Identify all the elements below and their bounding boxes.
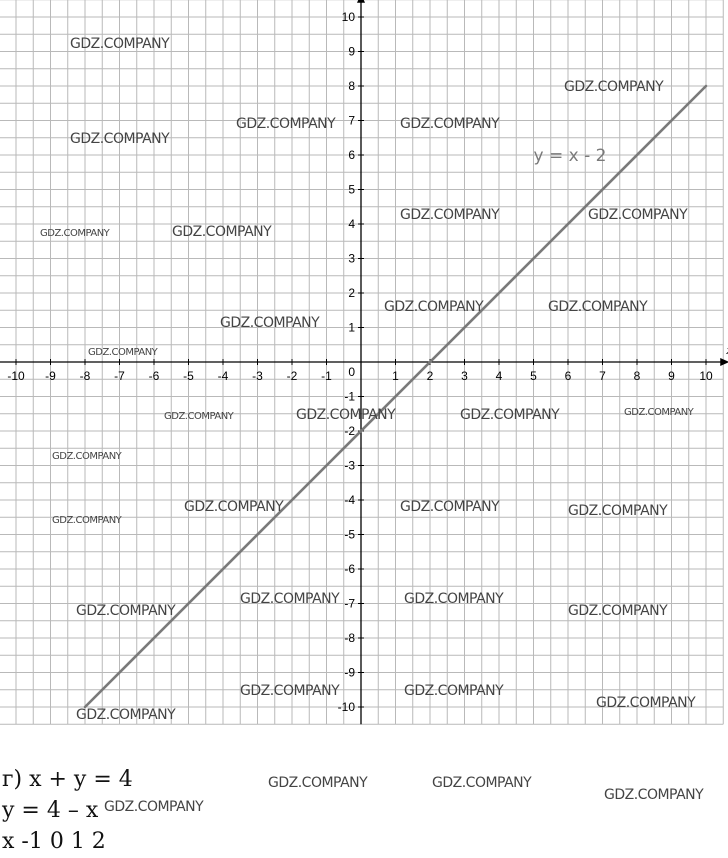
solution-line-2: y = 4 – x <box>2 798 99 823</box>
x-tick-label: -6 <box>148 369 160 383</box>
watermark: GDZ.COMPANY <box>70 36 170 52</box>
solution-line-3: x -1 0 1 2 <box>2 829 106 854</box>
x-tick-label: -10 <box>7 369 25 383</box>
watermark: GDZ.COMPANY <box>76 603 176 619</box>
watermark: GDZ.COMPANY <box>548 299 648 315</box>
watermark: GDZ.COMPANY <box>596 695 696 711</box>
watermark: GDZ.COMPANY <box>400 116 500 132</box>
y-tick-label: 9 <box>348 44 355 59</box>
watermark: GDZ.COMPANY <box>172 224 272 240</box>
y-tick-label: 8 <box>348 79 355 93</box>
y-tick-label: -5 <box>344 527 355 542</box>
x-tick-label: -5 <box>183 369 194 383</box>
x-tick-label: 8 <box>633 369 641 383</box>
y-tick-label: 4 <box>348 217 355 231</box>
watermark: GDZ.COMPANY <box>588 207 688 223</box>
watermark: GDZ.COMPANY <box>400 207 500 223</box>
x-tick-label: 3 <box>461 369 468 383</box>
x-tick-label: 9 <box>668 369 675 383</box>
x-tick-label: 10 <box>699 369 713 383</box>
watermark: GDZ.COMPANY <box>164 411 234 422</box>
x-tick-label: -9 <box>45 369 56 383</box>
watermark: GDZ.COMPANY <box>604 787 704 803</box>
watermark: GDZ.COMPANY <box>404 683 504 699</box>
y-tick-label: 1 <box>348 320 355 335</box>
y-tick-label: 3 <box>348 251 355 266</box>
watermark: GDZ.COMPANY <box>384 299 484 315</box>
watermark: GDZ.COMPANY <box>88 347 158 358</box>
watermark: GDZ.COMPANY <box>184 499 284 515</box>
watermark: GDZ.COMPANY <box>236 116 336 132</box>
x-tick-label: -2 <box>286 369 298 383</box>
solution-line-1: г) x + y = 4 <box>2 767 133 792</box>
y-tick-label: 10 <box>341 10 355 24</box>
x-tick-label: -4 <box>217 369 229 383</box>
watermark: GDZ.COMPANY <box>104 799 204 815</box>
watermark: GDZ.COMPANY <box>460 407 560 423</box>
watermark: GDZ.COMPANY <box>220 315 320 331</box>
watermark: GDZ.COMPANY <box>52 515 122 526</box>
origin-label: 0 <box>348 365 355 379</box>
watermark: GDZ.COMPANY <box>240 591 340 607</box>
x-axis-arrow <box>720 358 728 366</box>
y-tick-label: -3 <box>344 458 355 473</box>
watermark: GDZ.COMPANY <box>70 131 170 147</box>
y-tick-label: -9 <box>344 665 355 680</box>
x-tick-label: 7 <box>599 369 606 383</box>
y-tick-label: 5 <box>348 182 355 197</box>
watermark: GDZ.COMPANY <box>568 503 668 519</box>
x-tick-label: 2 <box>426 369 434 383</box>
x-tick-label: 4 <box>495 369 503 383</box>
watermark: GDZ.COMPANY <box>76 707 176 723</box>
watermark: GDZ.COMPANY <box>296 407 396 423</box>
watermark: GDZ.COMPANY <box>400 499 500 515</box>
x-tick-label: 6 <box>564 369 572 383</box>
watermark: GDZ.COMPANY <box>624 407 694 418</box>
watermark: GDZ.COMPANY <box>40 228 110 239</box>
y-axis-label <box>369 0 377 1</box>
y-tick-label: 6 <box>348 148 355 162</box>
watermark: GDZ.COMPANY <box>564 79 664 95</box>
x-tick-label: -3 <box>252 369 263 383</box>
y-tick-label: -6 <box>344 562 355 576</box>
y-tick-label: 2 <box>348 286 355 300</box>
y-axis-arrow <box>357 0 365 3</box>
watermark: GDZ.COMPANY <box>568 603 668 619</box>
x-tick-label: 1 <box>392 369 399 383</box>
x-tick-label: 5 <box>530 369 537 383</box>
series-label: y = x - 2 <box>533 146 607 166</box>
watermark: GDZ.COMPANY <box>268 775 368 791</box>
y-tick-label: -8 <box>344 631 355 645</box>
watermark: GDZ.COMPANY <box>52 451 122 462</box>
x-tick-label: -1 <box>321 369 332 383</box>
watermark: GDZ.COMPANY <box>240 683 340 699</box>
y-tick-label: -10 <box>337 700 355 714</box>
y-tick-label: 7 <box>348 113 355 128</box>
y-tick-label: -2 <box>344 424 355 438</box>
y-tick-label: -1 <box>344 389 355 404</box>
x-tick-label: -7 <box>114 369 125 383</box>
y-tick-label: -7 <box>344 596 355 611</box>
x-tick-label: -8 <box>79 369 91 383</box>
watermark: GDZ.COMPANY <box>404 591 504 607</box>
y-tick-label: -4 <box>344 493 355 507</box>
watermark: GDZ.COMPANY <box>432 775 532 791</box>
